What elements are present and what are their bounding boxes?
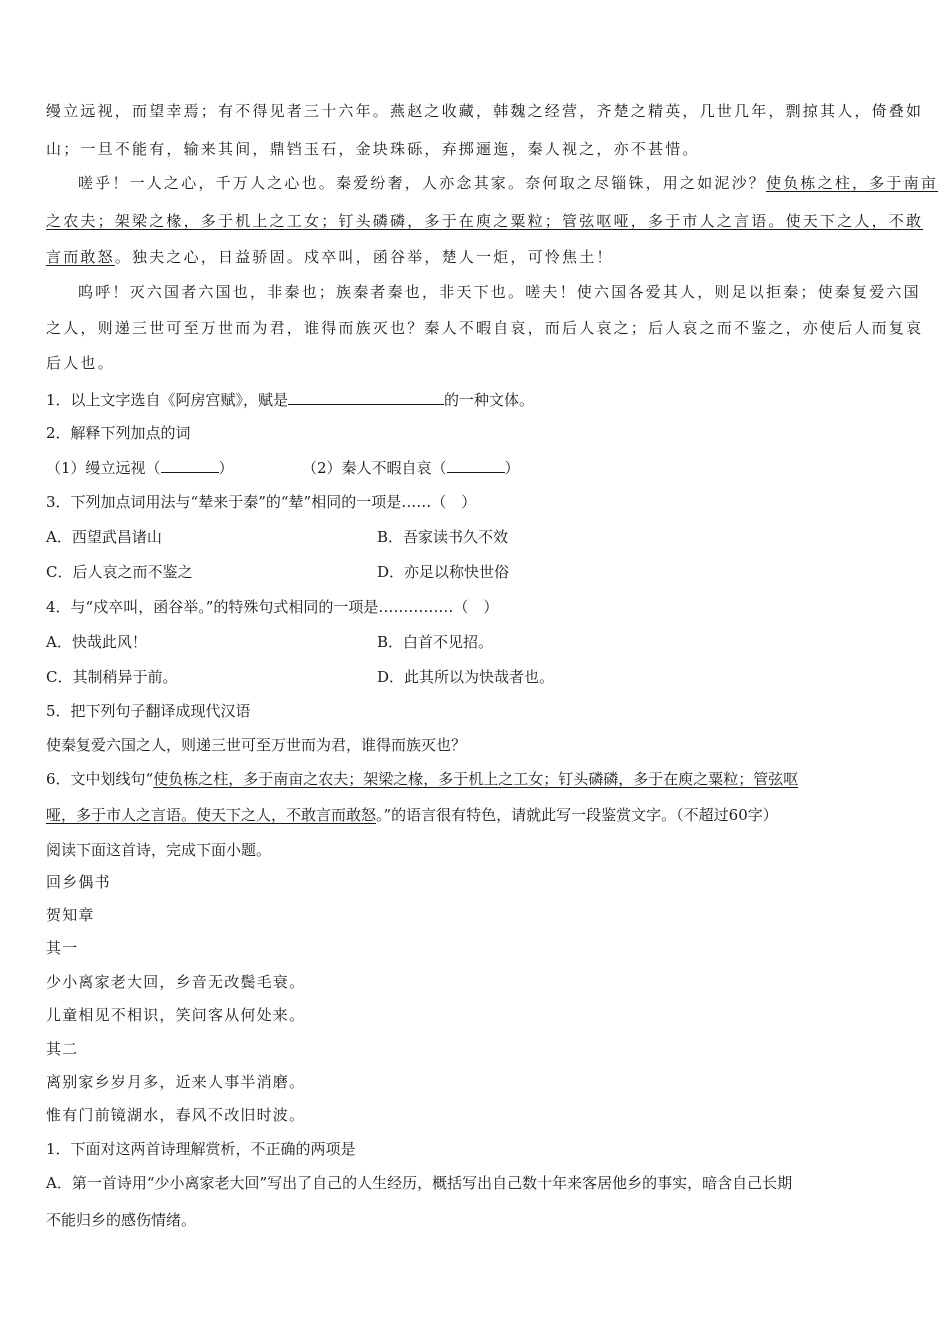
question-2-item-2-before: （2）秦人不暇自哀（: [302, 459, 447, 477]
question-6-line2: [46, 805, 778, 825]
poem-part-1-line-2: 儿童相见不相识，笑问客从何处来。: [46, 1006, 306, 1024]
question-1-after: 的一种文体。: [444, 391, 535, 409]
passage-p2-line1: [78, 173, 938, 193]
question-4-option-d[interactable]: D．此其所以为快哉者也。: [377, 668, 555, 686]
question-1-before: 1．以上文字选自《阿房宫赋》，赋是: [46, 391, 289, 409]
poem-part-2-line-1: 离别家乡岁月多，近来人事半消磨。: [46, 1073, 306, 1091]
passage-p3-line1: 呜呼！灭六国者六国也，非秦也；族秦者秦也，非天下也。嗟夫！使六国各爱其人，则足以拒秦；使秦复爱六国: [78, 283, 921, 301]
passage-p1-line2: 山；一旦不能有，输来其间，鼎铛玉石，金块珠砾，弃掷逦迤，秦人视之，亦不甚惜。: [46, 140, 700, 158]
passage-p3-line3: 后人也。: [46, 354, 115, 372]
question-1: [46, 389, 534, 410]
passage-p3-line2: 之人，则递三世可至万世而为君，谁得而族灭也？秦人不暇自哀，而后人哀之；后人哀之而不鉴之，亦使后人而复哀: [46, 319, 924, 337]
question-3-option-b[interactable]: B．吾家读书久不效: [377, 528, 509, 546]
question-2-item-1-before: （1）缦立远视（: [46, 459, 161, 477]
question-3-option-c[interactable]: C．后人哀之而不鉴之: [46, 563, 193, 581]
poem-question-1-stem: 1．下面对这两首诗理解赏析，不正确的两项是: [46, 1140, 356, 1158]
question-3-option-a[interactable]: A．西望武昌诸山: [46, 528, 162, 546]
question-5-stem: 5．把下列句子翻译成现代汉语: [46, 702, 251, 720]
answer-blank[interactable]: [161, 457, 219, 473]
question-2-item-1: [46, 457, 234, 478]
question-2-stem: 2．解释下列加点的词: [46, 424, 191, 442]
question-4-stem: 4．与“戍卒叫，函谷举。”的特殊句式相同的一项是……………（ ）: [46, 598, 499, 616]
answer-blank[interactable]: [447, 457, 505, 473]
answer-blank[interactable]: [288, 389, 444, 405]
question-5-sentence: 使秦复爱六国之人，则递三世可至万世而为君，谁得而族灭也？: [46, 736, 467, 754]
poem-part-2-line-2: 惟有门前镜湖水，春风不改旧时波。: [46, 1106, 306, 1124]
question-6-underlined-1: 使负栋之柱，多于南亩之农夫；架梁之椽，多于机上之工女；钉头磷磷，多于在庾之粟粒；管弦呕: [153, 770, 799, 788]
poem-part-2-label: 其二: [46, 1040, 79, 1058]
poem-part-1-line-1: 少小离家老大回，乡音无改鬓毛衰。: [46, 973, 306, 991]
passage-p2-line3: [46, 247, 614, 267]
question-6-underlined-2: 哑，多于市人之言语。使天下之人，不敢言而敢怒: [46, 806, 377, 824]
question-4-option-b[interactable]: B．白首不见招。: [377, 633, 494, 651]
question-2-item-2-after: ）: [504, 459, 520, 477]
poem-question-1-option-a-line-2[interactable]: 不能归乡的感伤情绪。: [46, 1211, 197, 1229]
question-3-stem: 3．下列加点词用法与“辇来于秦”的“辇”相同的一项是……（ ）: [46, 493, 477, 511]
question-6-line1: [46, 769, 798, 789]
question-6-after: 。”的语言很有特色，请就此写一段鉴赏文字。（不超过60字）: [376, 806, 778, 824]
question-4-option-c[interactable]: C．其制稍异于前。: [46, 668, 178, 686]
question-2-item-2: [302, 457, 520, 478]
question-4-option-a[interactable]: A．快哉此风！: [46, 633, 147, 651]
poem-intro: 阅读下面这首诗，完成下面小题。: [46, 841, 272, 859]
passage-p2-line1-underlined: 使负栋之柱，多于南亩: [766, 174, 939, 192]
question-3-option-d[interactable]: D．亦足以称快世俗: [377, 563, 510, 581]
poem-question-1-option-a-line-1[interactable]: A．第一首诗用“少小离家老大回”写出了自己的人生经历，概括写出自己数十年来客居他乡的事实，暗含自己长期: [46, 1174, 793, 1192]
passage-p2-line1-plain: 嗟乎！一人之心，千万人之心也。秦爱纷奢，人亦念其家。奈何取之尽锱铢，用之如泥沙？: [78, 174, 767, 192]
question-6-before: 6．文中划线句“: [46, 770, 154, 788]
poem-title: 回乡偶书: [46, 873, 111, 891]
question-2-item-1-after: ）: [218, 459, 234, 477]
passage-p1-line1: 缦立远视，而望幸焉；有不得见者三十六年。燕赵之收藏，韩魏之经营，齐楚之精英，几世几年，剽掠其人，倚叠如: [46, 102, 924, 120]
poem-part-1-label: 其一: [46, 939, 79, 957]
passage-p2-line3-plain: 。独夫之心，日益骄固。戍卒叫，函谷举，楚人一炬，可怜焦土！: [114, 248, 614, 266]
poem-author: 贺知章: [46, 906, 95, 924]
passage-p2-line3-underlined: 言而敢怒: [46, 248, 115, 266]
passage-p2-line2: 之农夫；架梁之椽，多于机上之工女；钉头磷磷，多于在庾之粟粒；管弦呕哑，多于市人之言语。使天下之人，不敢: [46, 212, 924, 230]
